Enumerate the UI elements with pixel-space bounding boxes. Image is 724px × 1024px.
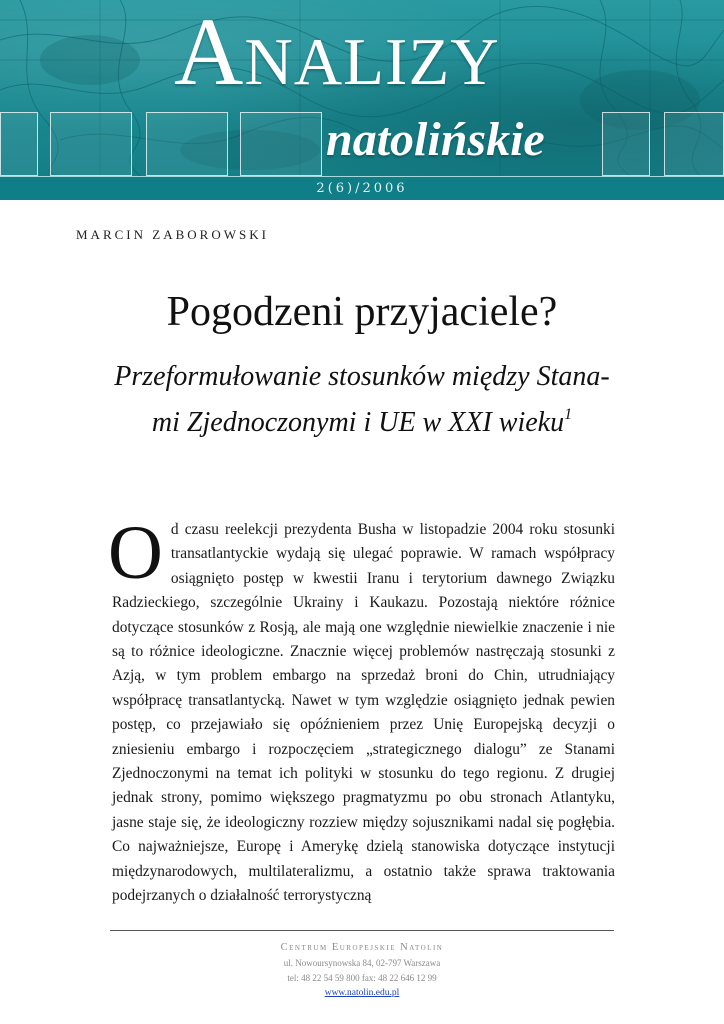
drop-cap: O — [108, 511, 163, 595]
footer — [110, 940, 614, 1001]
footer-website-link[interactable]: www.natolin.edu.pl — [324, 988, 400, 998]
subtitle-line-1: Przeformułowanie stosunków między Stana- — [114, 361, 610, 392]
footnote-marker[interactable]: 1 — [564, 406, 573, 423]
article-body — [108, 511, 615, 909]
footer-org: Centrum Europejskie Natolin — [280, 942, 444, 953]
article-title: Pogodzeni przyjaciele? — [166, 289, 558, 335]
frame-box — [240, 112, 322, 176]
footer-address: ul. Nowoursynowska 84, 02-797 Warszawa — [283, 958, 441, 968]
frame-box — [664, 112, 724, 176]
frame-box — [602, 112, 650, 176]
masthead — [0, 0, 724, 176]
footer-divider — [110, 930, 614, 931]
frame-box — [146, 112, 228, 176]
subtitle-line-2 — [112, 400, 612, 446]
issue-number: 2(6)/2006 — [0, 176, 724, 200]
subtitle-line-2-text: mi Zjednoczonymi i UE w XXI wieku — [151, 407, 565, 438]
masthead-subtitle: natolińskie — [326, 113, 545, 166]
masthead-title: Analizy — [174, 0, 500, 105]
body-paragraph: d czasu reelekcji prezydenta Busha w listopadzie 2004 roku stosunki transatlantyckie wydają się ulegać poprawie. W ramach współpracy osiągnięto postęp w kwestii Iranu i terytorium dawnego Związku Radzieckiego, szczególnie Ukrainy i Kaukazu. Pozostają niektóre różnice dotyczące stosunków z Rosją, ale mają one względnie niewielkie znaczenie i nie są to różnice ideologiczne. Znacznie więcej problemów nastręczają stosunki z Azją, w tym problem embargo na sprzedaż broni do Chin, utrudniający współpracę transatlantycką. Nawet w tym względzie osiągnięto jednak pewien postęp, co przejawiało się opóźnieniem przez Unię Europejską decyzji o zniesieniu embargo i rozpoczęciem „strategicznego dialogu” ze Stanami Zjednoczonymi na temat ich polityki w stosunku do tego regionu. Z drugiej jednak strony, pomimo większego pragmatyzmu po obu stronach Atlantyku, jasne staje się, że ideologiczny rozziew między sojusznikami nadal się pogłębia. Co najważniejsze, Europę i Amerykę dzielą stanowiska dotyczące instytucji międzynarodowych, multilateralizmu, a ostatnio także sprawa traktowania podejrzanych o działalność terrorystyczną — [112, 521, 615, 905]
frame-box — [50, 112, 132, 176]
author-name: MARCIN ZABOROWSKI — [76, 227, 269, 242]
frame-box — [0, 112, 38, 176]
footer-contact: tel: 48 22 54 59 800 fax: 48 22 646 12 99 — [287, 973, 437, 983]
article-subtitle — [112, 354, 612, 446]
